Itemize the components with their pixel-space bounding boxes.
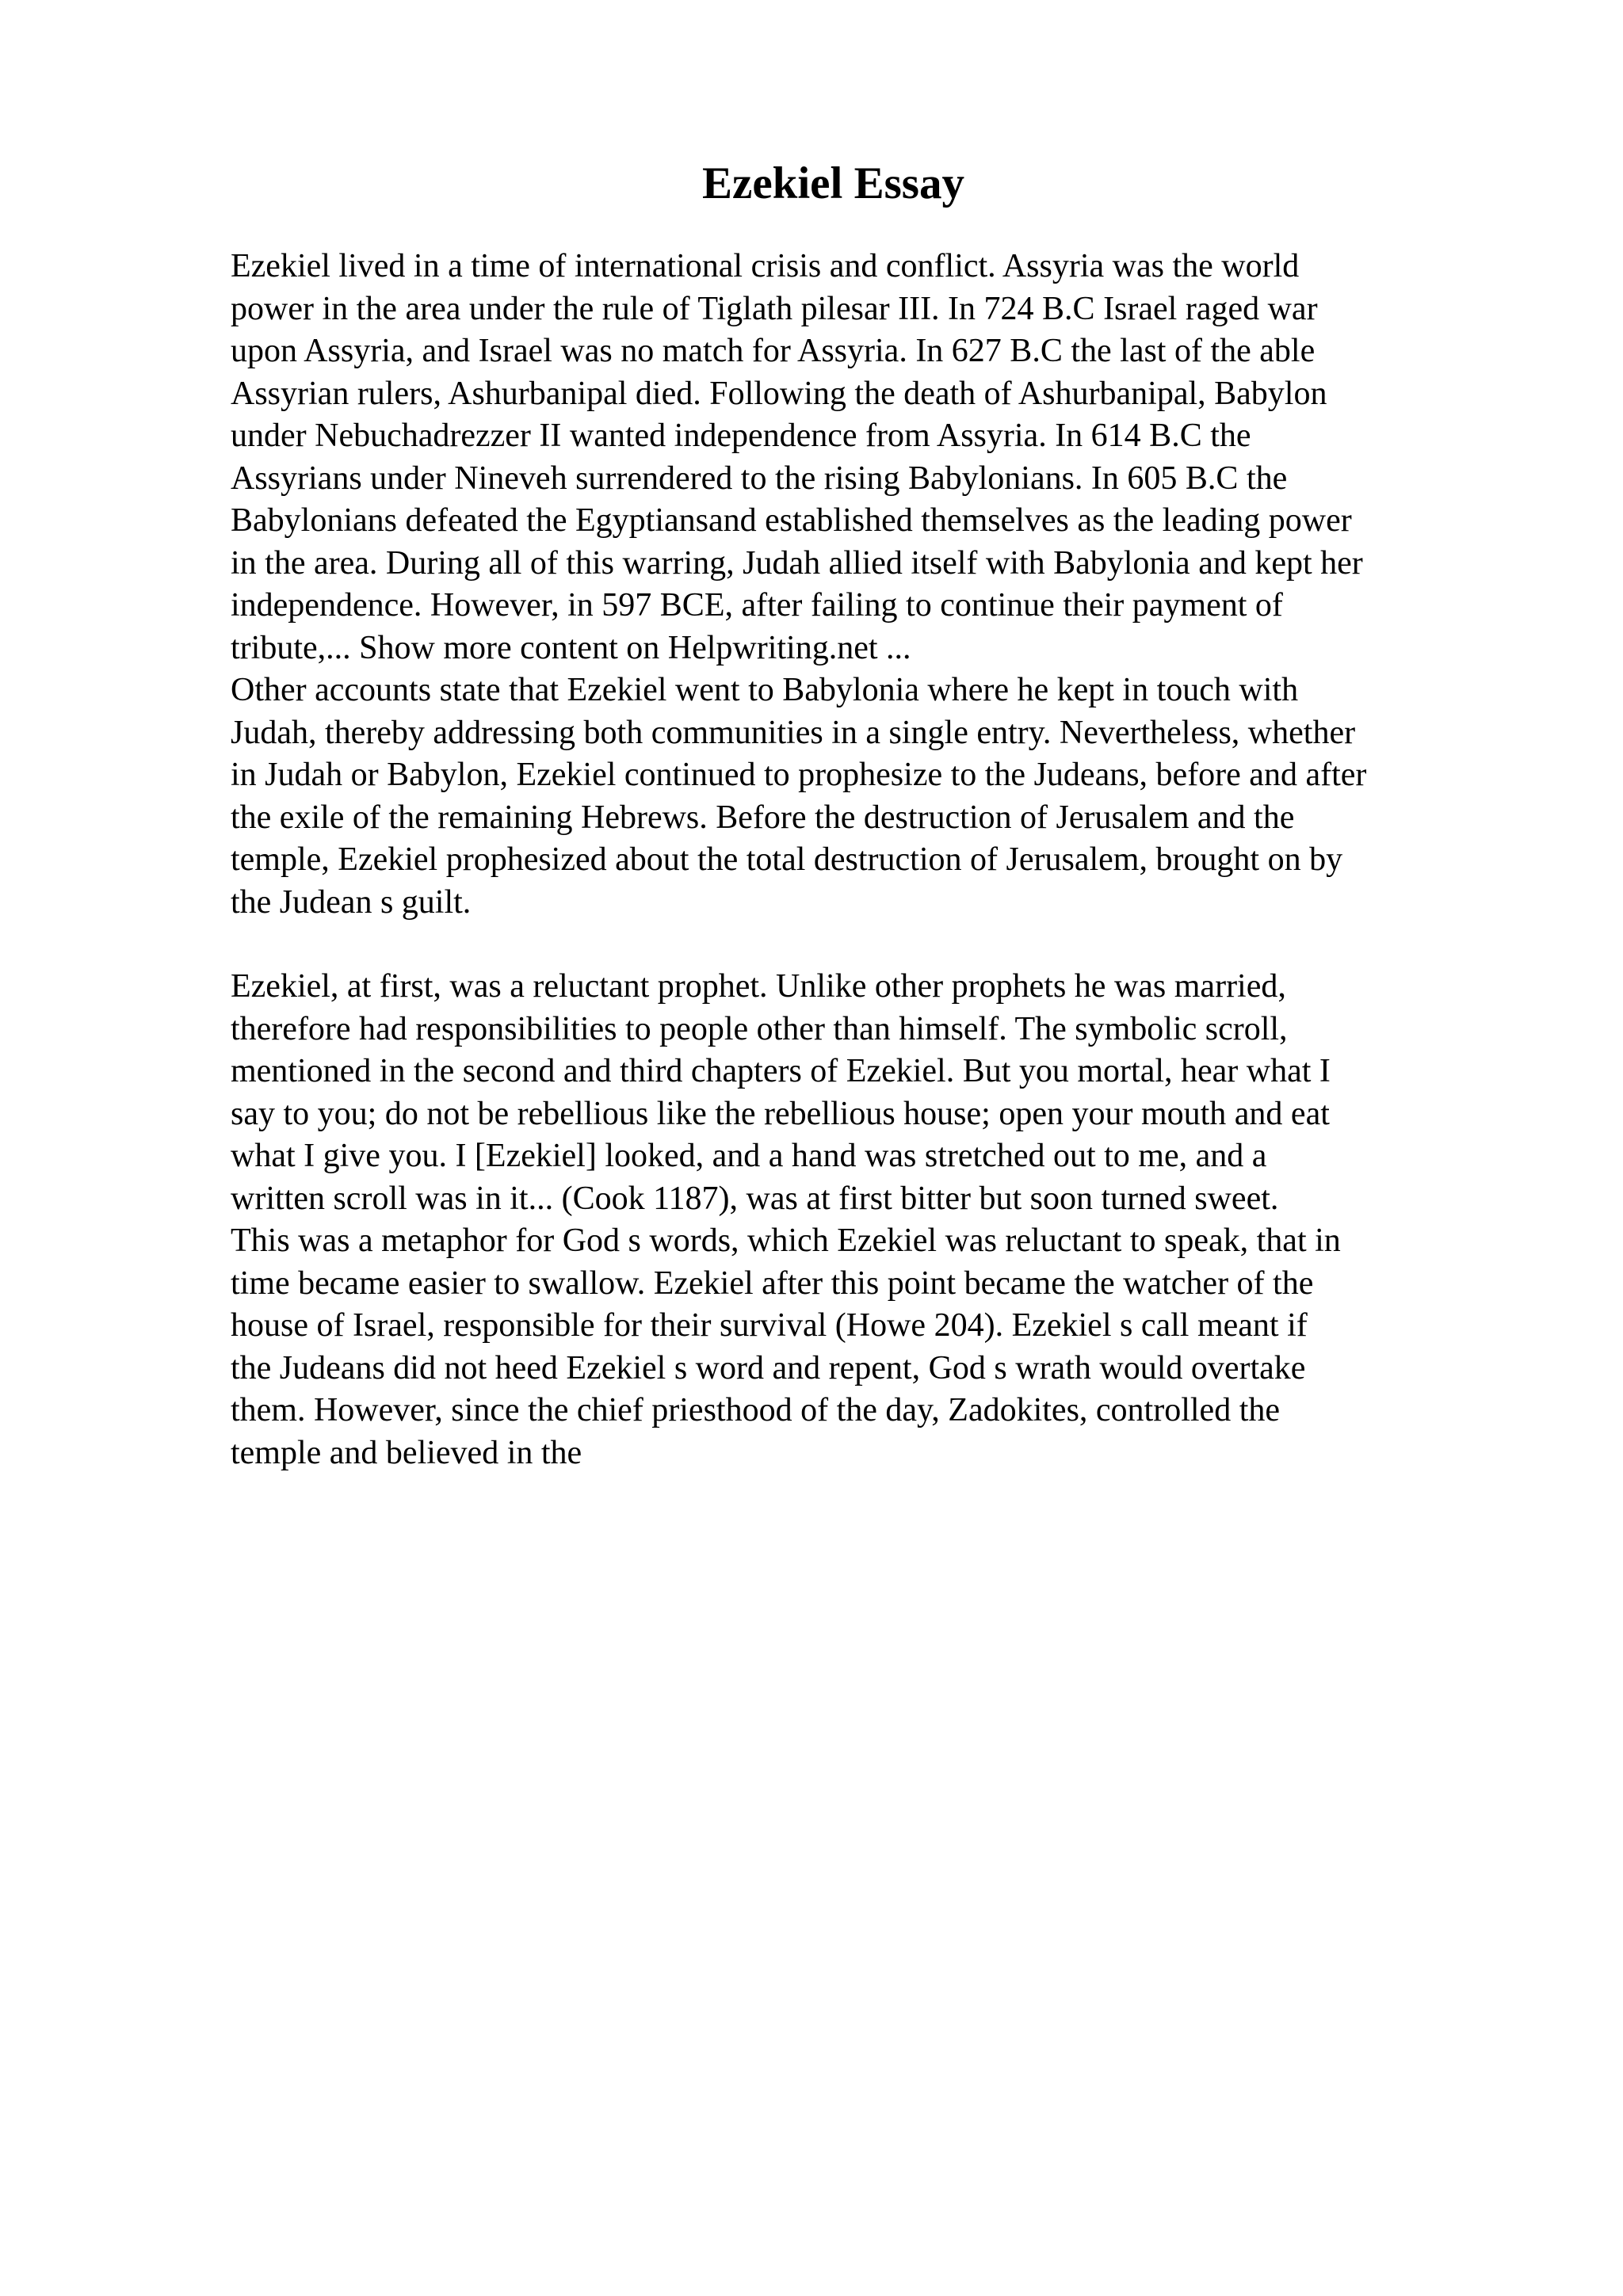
- essay-body: [231, 246, 1499, 1474]
- paragraph-reluctant-prophet: Ezekiel, at first, was a reluctant prophet. Unlike other prophets he was married, therefore had responsibilities to people other than himself. The symbolic scroll, mentioned in the second and third chapters of Ezekiel. But you mortal, hear what I say to you; do not be rebellious like the rebellious house; open your mouth and eat what I give you. I [Ezekiel] looked, and a hand was stretched out to me, and a written scroll was in it... (Cook 1187), was at first bitter but soon turned sweet. This was a metaphor for God s words, which Ezekiel was reluctant to speak, that in time became easier to swallow. Ezekiel after this point became the watcher of the house of Israel, responsible for their survival (Howe 204). Ezekiel s call meant if the Judeans did not heed Ezekiel s word and repent, God s wrath would overtake them. However, since the chief priesthood of the day, Zadokites, controlled the temple and believed in the: [231, 968, 1341, 1471]
- paragraph-historical-context: Ezekiel lived in a time of international crisis and conflict. Assyria was the world power in the area under the rule of Tiglath pilesar III. In 724 B.C Israel raged war upon Assyria, and Israel was no match for Assyria. In 627 B.C the last of the able Assyrian rulers, Ashurbanipal died. Following the death of Ashurbanipal, Babylon under Nebuchadrezzer II wanted independence from Assyria. In 614 B.C the Assyrians under Nineveh surrendered to the rising Babylonians. In 605 B.C the Babylonians defeated the Egyptiansand established themselves as the leading power in the area. During all of this warring, Judah allied itself with Babylonia and kept her independence. However, in 597 BCE, after failing to continue their payment of tribute,... Show more content on Helpwriting.net ...: [231, 248, 1363, 666]
- paragraph-other-accounts: Other accounts state that Ezekiel went to Babylonia where he kept in touch with Judah, thereby addressing both communities in a single entry. Nevertheless, whether in Judah or Babylon, Ezekiel continued to prophesize to the Judeans, before and after the exile of the remaining Hebrews. Before the destruction of Jerusalem and the temple, Ezekiel prophesized about the total destruction of Jerusalem, brought on by the Judean s guilt.: [231, 672, 1367, 921]
- page-title: Ezekiel Essay: [702, 158, 964, 208]
